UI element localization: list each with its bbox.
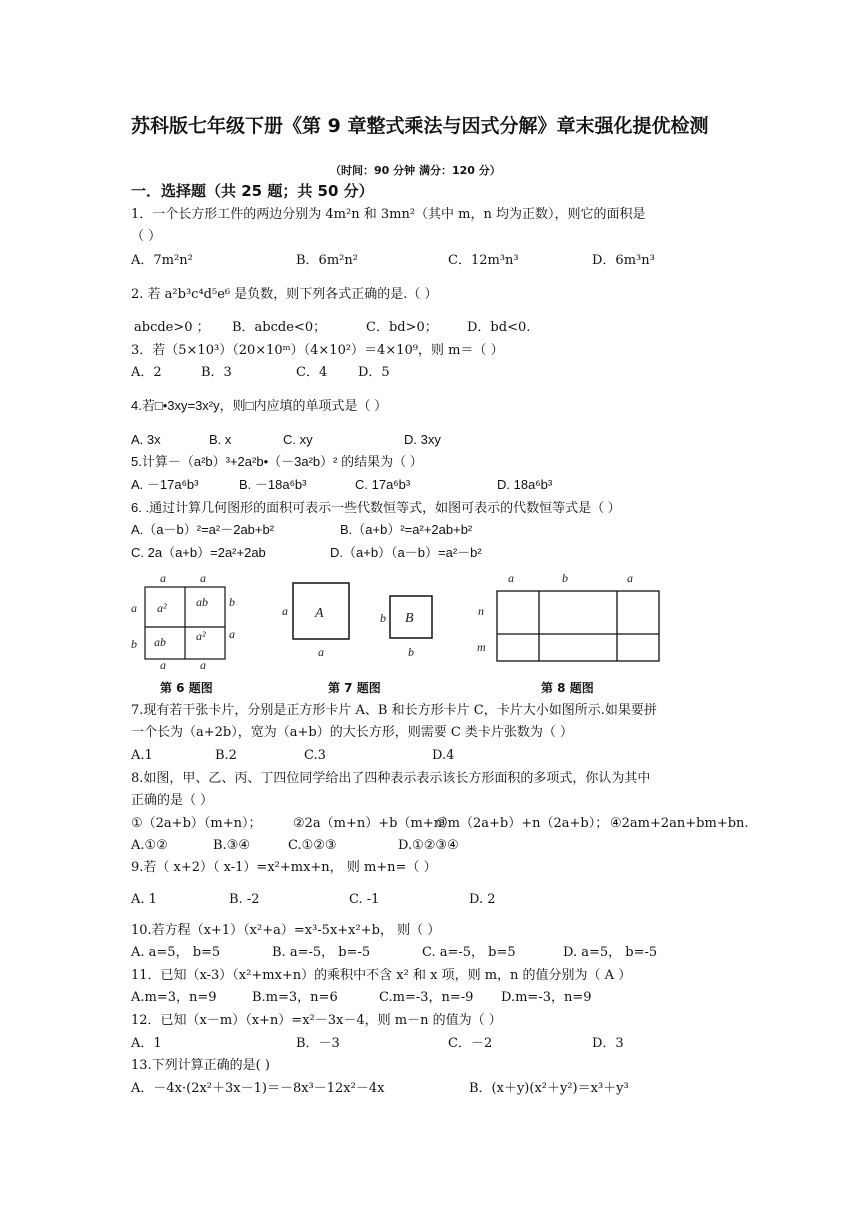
q12-option-a: A．1 [131,1036,162,1051]
q8-item-4: ④2am+2an+bm+bn. [610,816,749,831]
fig7-side-b: b [380,611,386,625]
q8-item-2: ②2a（m+n）+b（m+n） [293,816,456,831]
q3-option-a: A．2 [131,365,162,380]
q13-option-a: A．－4x·(2x²＋3x－1)＝－8x³－12x²－4x [131,1081,385,1096]
q8-item-1: ①（2a+b）（m+n）； [131,816,262,831]
q10-option-a: A. a=5， b=5 [131,945,221,960]
fig8-top-label-a1: a [508,571,514,585]
fig7-bottom-b: b [408,645,414,659]
q6-stem: 6. .通过计算几何图形的面积可表示一些代数恒等式，如图可表示的代数恒等式是（ ） [131,500,621,515]
q10-stem: 10.若方程（x+1）（x²+a）=x³-5x+x²+b， 则（ ） [131,923,441,938]
fig6-top-label-2: a [200,571,206,585]
figure-7-cards-diagram [278,575,458,667]
q12-option-b: B．－3 [296,1036,340,1051]
q1-option-c: C．12m³n³ [448,253,519,268]
fig8-top-label-b: b [562,571,568,585]
figure-8-caption: 第 8 题图 [541,681,594,695]
fig6-left-label-2: b [131,637,137,651]
q1-option-d: D．6m³n³ [592,253,655,268]
q5-option-b: B. －18a⁶b³ [239,477,307,492]
q13-option-b: B．(x＋y)(x²＋y²)＝x³＋y³ [469,1081,629,1096]
q12-option-c: C．－2 [448,1036,493,1051]
q1-blank: （ ） [131,229,162,244]
q1-stem: 1．一个长方形工件的两边分别为 4m²n 和 3mn²（其中 m，n 均为正数），则它的面积是 [131,207,646,222]
q12-stem: 12．已知（x－m）（x+n）=x²－3x－4，则 m－n 的值为（ ） [131,1013,502,1028]
page-title: 苏科版七年级下册《第 9 章整式乘法与因式分解》章末强化提优检测 [131,115,709,137]
fig6-cell-ab-top: ab [196,595,208,609]
fig6-left-label-1: a [131,601,137,615]
q5-option-c: C. 17a⁶b³ [355,477,411,492]
q9-option-d: D. 2 [469,892,496,907]
fig7-side-a: a [282,604,288,618]
q11-option-d: D.m=-3，n=9 [501,990,592,1005]
q11-option-a: A.m=3，n=9 [131,990,217,1005]
q4-option-c: C. xy [283,432,313,447]
q7-stem-line-1: 7.现有若干张卡片，分别是正方形卡片 A、B 和长方形卡片 C，卡片大小如图所示.如果要拼 [131,703,657,718]
q1-option-b: B．6m²n² [296,253,358,268]
q6-option-b: B.（a+b）²=a²+2ab+b² [340,522,473,537]
q11-stem: 11．已知（x-3）（x²+mx+n）的乘积中不含 x² 和 x 项，则 m，n 的值分别为（ A ） [131,968,632,983]
q9-option-b: B. -2 [229,892,260,907]
q8-item-3: ③m（2a+b）+n（2a+b）； [436,816,609,831]
exam-info: （时间：90 分钟 满分：120 分） [330,164,501,177]
q8-option-c: C.①②③ [288,838,337,853]
q12-option-d: D．3 [592,1036,624,1051]
q6-option-c: C. 2a（a+b）=2a²+2ab [131,545,266,560]
q5-stem: 5.计算－（a²b）³+2a²b•（－3a²b）² 的结果为（ ） [131,454,423,469]
q8-option-a: A.①② [131,838,168,853]
q3-option-d: D．5 [358,365,390,380]
fig6-bottom-label-2: a [200,658,206,670]
q2-stem: 2. 若 a²b³c⁴d⁵e⁶ 是负数，则下列各式正确的是.（ ） [131,287,438,302]
figure-8-rectangle-diagram [470,567,670,667]
q8-option-d: D.①②③④ [398,838,459,853]
fig6-cell-a2-top: a² [157,601,167,615]
fig6-bottom-label-1: a [160,658,166,670]
q4-option-a: A. 3x [131,432,161,447]
fig6-right-label-2: a [229,627,235,641]
figure-6-square-diagram [128,570,248,670]
fig6-right-label-1: b [229,595,235,609]
q8-stem-line-1: 8.如图，甲、乙、丙、丁四位同学给出了四种表示表示该长方形面积的多项式，你认为其中 [131,771,651,786]
q13-stem: 13.下列计算正确的是( ) [131,1058,270,1073]
q6-option-a: A.（a－b）²=a²－2ab+b² [131,522,275,537]
fig8-outer-rectangle [497,591,659,661]
q3-option-c: C．4 [296,365,328,380]
q6-option-d: D.（a+b）（a－b）=a²－b² [330,545,482,560]
fig7-label-b: B [405,611,414,626]
q10-option-b: B. a=-5， b=-5 [272,945,371,960]
q11-option-c: C.m=-3，n=-9 [379,990,474,1005]
q2-option-b: B．abcde<0； [232,320,327,335]
q8-option-b: B.③④ [213,838,250,853]
q4-option-d: D. 3xy [404,432,441,447]
q8-stem-line-2: 正确的是（ ） [131,793,214,808]
figure-6-caption: 第 6 题图 [160,681,213,695]
fig6-cell-a2-bottom: a² [196,629,206,643]
q7-option-b: B.2 [215,748,237,763]
fig6-top-label-1: a [160,571,166,585]
fig6-cell-ab-bottom: ab [154,635,166,649]
figure-7-caption: 第 7 题图 [328,681,381,695]
q9-option-c: C. -1 [349,892,380,907]
q4-stem: 4.若□•3xy=3x²y，则□内应填的单项式是（ ） [131,398,388,413]
q4-option-b: B. x [209,432,232,447]
fig8-top-label-a2: a [627,571,633,585]
q7-option-c: C.3 [304,748,326,763]
q10-option-c: C. a=-5， b=5 [422,945,516,960]
q7-stem-line-2: 一个长为（a+2b），宽为（a+b）的大长方形，则需要 C 类卡片张数为（ ） [131,725,574,740]
fig8-left-label-m: m [477,640,486,654]
q2-option-d: D．bd<0. [467,320,531,335]
section-heading: 一．选择题（共 25 题；共 50 分） [131,182,374,200]
q9-option-a: A. 1 [131,892,157,907]
q11-option-b: B.m=3，n=6 [252,990,338,1005]
q9-stem: 9.若（ x+2）（ x-1）=x²+mx+n， 则 m+n=（ ） [131,860,437,875]
q10-option-d: D. a=5， b=-5 [563,945,658,960]
fig7-bottom-a: a [318,645,324,659]
q5-option-d: D. 18a⁶b³ [497,477,553,492]
q1-option-a: A．7m²n² [131,253,193,268]
q3-stem: 3．若（5×10³）（20×10ᵐ）（4×10²）＝4×10⁹，则 m＝（ ） [131,343,504,358]
q5-option-a: A. －17a⁶b³ [131,477,199,492]
fig7-label-a: A [315,606,324,621]
q7-option-d: D.4 [432,748,455,763]
q3-option-b: B．3 [201,365,232,380]
q2-option-c: C．bd>0； [366,320,438,335]
q7-option-a: A.1 [131,748,153,763]
fig8-left-label-n: n [478,604,484,618]
q2-option-a: abcde>0 ； [134,320,210,335]
